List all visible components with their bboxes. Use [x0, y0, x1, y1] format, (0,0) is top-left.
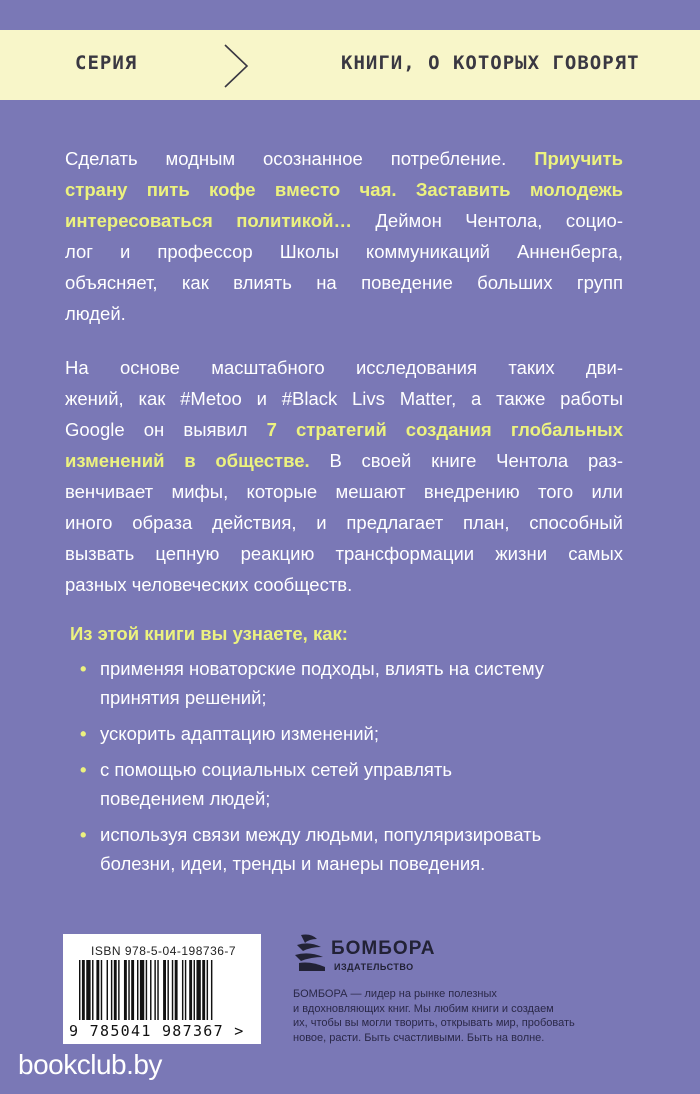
text-line: людей.: [65, 303, 126, 324]
highlight-text: страну пить кофе вместо чая. Заставить молодежь: [65, 179, 623, 200]
highlight-text: Приучить: [534, 148, 623, 169]
barcode-bar: [185, 960, 186, 1020]
list-item: [78, 654, 638, 712]
series-label: СЕРИЯ: [75, 52, 138, 74]
barcode-bar: [86, 960, 90, 1020]
barcode-bar: [146, 960, 147, 1020]
text-line: разных человеческих сообществ.: [65, 574, 353, 595]
list-item-line: болезни, идеи, тренды и манеры поведения.: [100, 853, 486, 874]
learn-list: [78, 654, 638, 885]
text-span: Google он выявил: [65, 419, 267, 440]
list-item-line: ускорить адаптацию изменений;: [100, 723, 379, 744]
barcode-bar: [128, 960, 129, 1020]
chevron-right-icon: [221, 43, 251, 89]
barcode-bar: [211, 960, 212, 1020]
list-item-line: используя связи между людьми, популяризировать: [100, 824, 542, 845]
barcode-bar: [111, 960, 112, 1020]
text-line: лог и профессор Школы коммуникаций Анненберга,: [65, 241, 623, 262]
barcode-bar: [194, 960, 195, 1020]
isbn-barcode: [63, 934, 261, 1044]
barcode-bar: [96, 960, 99, 1020]
text-line: объясняет, как влиять на поведение больших групп: [65, 272, 623, 293]
barcode-bar: [167, 960, 168, 1020]
publisher-name: БОМБОРА: [331, 938, 436, 959]
barcode-bar: [118, 960, 119, 1020]
list-item: [78, 719, 638, 748]
highlight-text: интересоваться политикой…: [65, 210, 352, 231]
barcode-bar: [101, 960, 102, 1020]
isbn-text: ISBN 978-5-04-198736-7: [91, 944, 237, 958]
list-item: [78, 820, 638, 878]
list-item: [78, 755, 638, 813]
barcode-bar: [82, 960, 85, 1020]
series-name: КНИГИ, О КОТОРЫХ ГОВОРЯТ: [341, 52, 640, 74]
bullet-icon: •: [80, 824, 87, 845]
barcode-bar: [114, 960, 117, 1020]
barcode-icon: [63, 960, 261, 1024]
highlight-text: 7 стратегий создания глобальных: [266, 419, 623, 440]
text-line: [65, 205, 623, 236]
publisher-logo-icon: [293, 933, 329, 973]
tagline-line: их, чтобы вы могли творить, открывать мир, пробовать: [293, 1017, 575, 1029]
highlight-text: изменений в обществе.: [65, 450, 310, 471]
barcode-bar: [163, 960, 166, 1020]
tagline-line: и вдохновляющих книг. Мы любим книги и создаем: [293, 1002, 554, 1015]
barcode-bar: [79, 960, 80, 1020]
list-item-line: с помощью социальных сетей управлять: [100, 759, 453, 780]
bullet-icon: •: [80, 723, 87, 744]
learn-heading: Из этой книги вы узнаете, как:: [70, 623, 348, 644]
publisher-subtitle: ИЗДАТЕЛЬСТВО: [334, 962, 414, 972]
list-item-line: поведением людей;: [100, 788, 271, 809]
barcode-bar: [92, 960, 93, 1020]
text-span: Сделать модным осознанное потребление.: [65, 148, 535, 169]
barcode-bar: [131, 960, 134, 1020]
list-item-line: применяя новаторские подходы, влиять на систему: [100, 658, 544, 679]
text-line: вызвать цепную реакцию трансформации жизни самых: [65, 543, 623, 564]
barcode-bar: [137, 960, 138, 1020]
barcode-bar: [157, 960, 158, 1020]
intro-paragraph: [65, 143, 623, 329]
barcode-bar: [150, 960, 151, 1020]
text-line: [65, 414, 623, 445]
text-line: жений, как #Metoo и #Black Livs Matter, а также работы: [65, 388, 623, 409]
barcode-bar: [124, 960, 127, 1020]
description-paragraph: [65, 352, 623, 600]
text-line: [65, 445, 623, 476]
bullet-icon: •: [80, 759, 87, 780]
barcode-bar: [207, 960, 208, 1020]
text-span: В своей книге Чентола раз-: [309, 450, 623, 471]
list-item-line: принятия решений;: [100, 687, 267, 708]
bullet-icon: •: [80, 658, 87, 679]
text-span: Деймон Чентола, социо-: [351, 210, 623, 231]
barcode-bar: [189, 960, 192, 1020]
publisher-tagline: [293, 987, 633, 1045]
text-line: [65, 143, 623, 174]
watermark-text: bookclub.by: [18, 1049, 162, 1080]
barcode-bar: [202, 960, 205, 1020]
barcode-bar: [107, 960, 108, 1020]
barcode-bar: [175, 960, 178, 1020]
tagline-line: БОМБОРА — лидер на рынке полезных: [293, 988, 497, 1000]
tagline-line: новое, расти. Быть счастливыми. Быть на волне.: [293, 1031, 545, 1044]
barcode-bar: [196, 960, 200, 1020]
barcode-bar: [172, 960, 173, 1020]
text-line: иного образа действия, и предлагает план, способный: [65, 512, 623, 533]
barcode-bar: [182, 960, 183, 1020]
barcode-bar: [154, 960, 155, 1020]
text-line: [65, 174, 623, 205]
text-line: венчивает мифы, которые мешают внедрению того или: [65, 481, 623, 502]
text-line: На основе масштабного исследования таких дви-: [65, 357, 623, 378]
barcode-bar: [140, 960, 144, 1020]
series-bar: [0, 30, 700, 100]
barcode-digits: 9 785041 987367 >: [69, 1022, 245, 1040]
